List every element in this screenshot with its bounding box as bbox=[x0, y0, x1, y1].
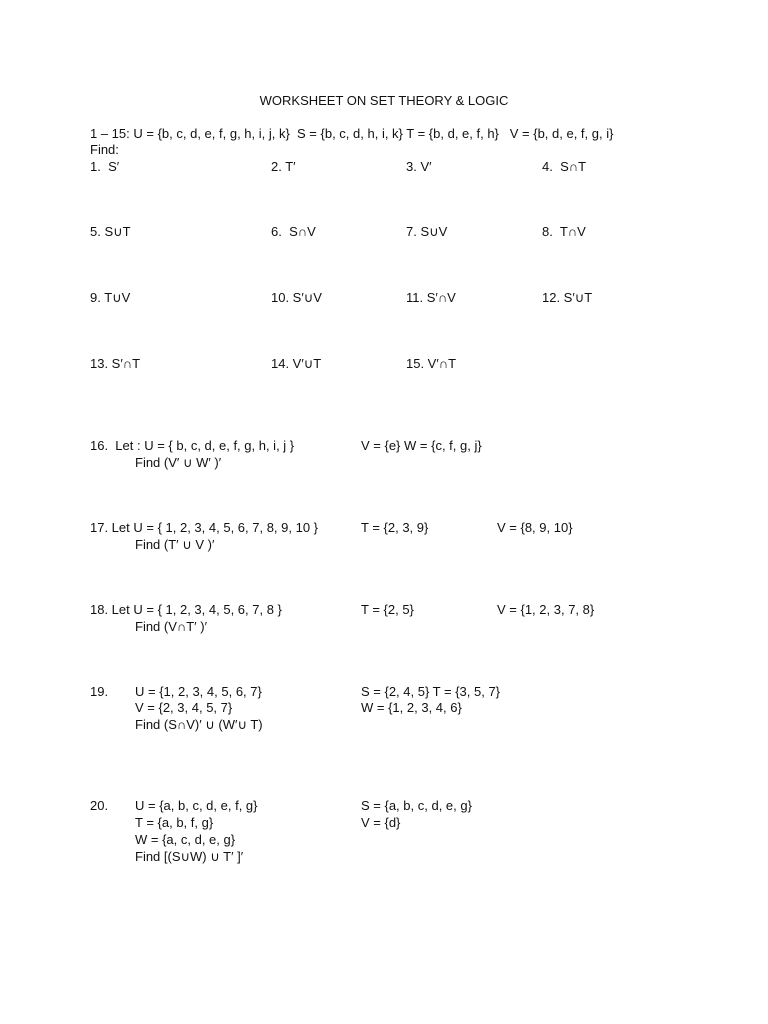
problem-18-set-t: T = {2, 5} bbox=[361, 602, 414, 617]
problem-20-set-w: W = {a, c, d, e, g} bbox=[135, 832, 236, 847]
problem-18-universe: 18. Let U = { 1, 2, 3, 4, 5, 6, 7, 8 } bbox=[90, 602, 282, 617]
intro-sets-line: 1 – 15: U = {b, c, d, e, f, g, h, i, j, k} S = {b, c, d, h, i, k} T = {b, d, e, f, h} V = {b, d, e, f, g, i} bbox=[90, 126, 614, 141]
problem-18-set-v: V = {1, 2, 3, 7, 8} bbox=[497, 602, 595, 617]
problem-11: 11. S′∩V bbox=[406, 290, 456, 305]
problem-19-universe: U = {1, 2, 3, 4, 5, 6, 7} bbox=[135, 684, 262, 699]
problem-10: 10. S′∪V bbox=[271, 290, 322, 305]
problem-20-find: Find [(S∪W) ∪ T′ ]′ bbox=[135, 849, 244, 864]
problem-20-universe: U = {a, b, c, d, e, f, g} bbox=[135, 798, 258, 813]
problem-18-find: Find (V∩T′ )′ bbox=[135, 619, 208, 634]
problem-20-set-t: T = {a, b, f, g} bbox=[135, 815, 214, 830]
problem-13: 13. S′∩T bbox=[90, 356, 141, 371]
problem-19-number: 19. bbox=[90, 684, 109, 699]
problem-19-set-w: W = {1, 2, 3, 4, 6} bbox=[361, 700, 462, 715]
problem-12: 12. S′∪T bbox=[542, 290, 593, 305]
problem-19-sets-s-t: S = {2, 4, 5} T = {3, 5, 7} bbox=[361, 684, 501, 699]
problem-16-sets: V = {e} W = {c, f, g, j} bbox=[361, 438, 482, 453]
problem-17-set-v: V = {8, 9, 10} bbox=[497, 520, 573, 535]
problem-17-find: Find (T′ ∪ V )′ bbox=[135, 537, 215, 552]
problem-16-universe: 16. Let : U = { b, c, d, e, f, g, h, i, j } bbox=[90, 438, 295, 453]
problem-19-find: Find (S∩V)′ ∪ (W′∪ T) bbox=[135, 717, 263, 732]
problem-20-number: 20. bbox=[90, 798, 109, 813]
problem-17-set-t: T = {2, 3, 9} bbox=[361, 520, 429, 535]
problem-20-set-s: S = {a, b, c, d, e, g} bbox=[361, 798, 472, 813]
problem-8: 8. T∩V bbox=[542, 224, 586, 239]
problem-7: 7. S∪V bbox=[406, 224, 448, 239]
problem-3: 3. V′ bbox=[406, 159, 432, 174]
problem-16-find: Find (V′ ∪ W′ )′ bbox=[135, 455, 222, 470]
problem-9: 9. T∪V bbox=[90, 290, 131, 305]
problem-2: 2. T′ bbox=[271, 159, 296, 174]
worksheet-title: WORKSHEET ON SET THEORY & LOGIC bbox=[259, 93, 509, 108]
problem-15: 15. V′∩T bbox=[406, 356, 457, 371]
problem-14: 14. V′∪T bbox=[271, 356, 322, 371]
problem-6: 6. S∩V bbox=[271, 224, 316, 239]
problem-17-universe: 17. Let U = { 1, 2, 3, 4, 5, 6, 7, 8, 9, 10 } bbox=[90, 520, 319, 535]
problem-1: 1. S′ bbox=[90, 159, 120, 174]
problem-20-set-v: V = {d} bbox=[361, 815, 401, 830]
problem-19-set-v: V = {2, 3, 4, 5, 7} bbox=[135, 700, 233, 715]
problem-4: 4. S∩T bbox=[542, 159, 587, 174]
intro-find-label: Find: bbox=[90, 142, 119, 157]
problem-5: 5. S∪T bbox=[90, 224, 131, 239]
